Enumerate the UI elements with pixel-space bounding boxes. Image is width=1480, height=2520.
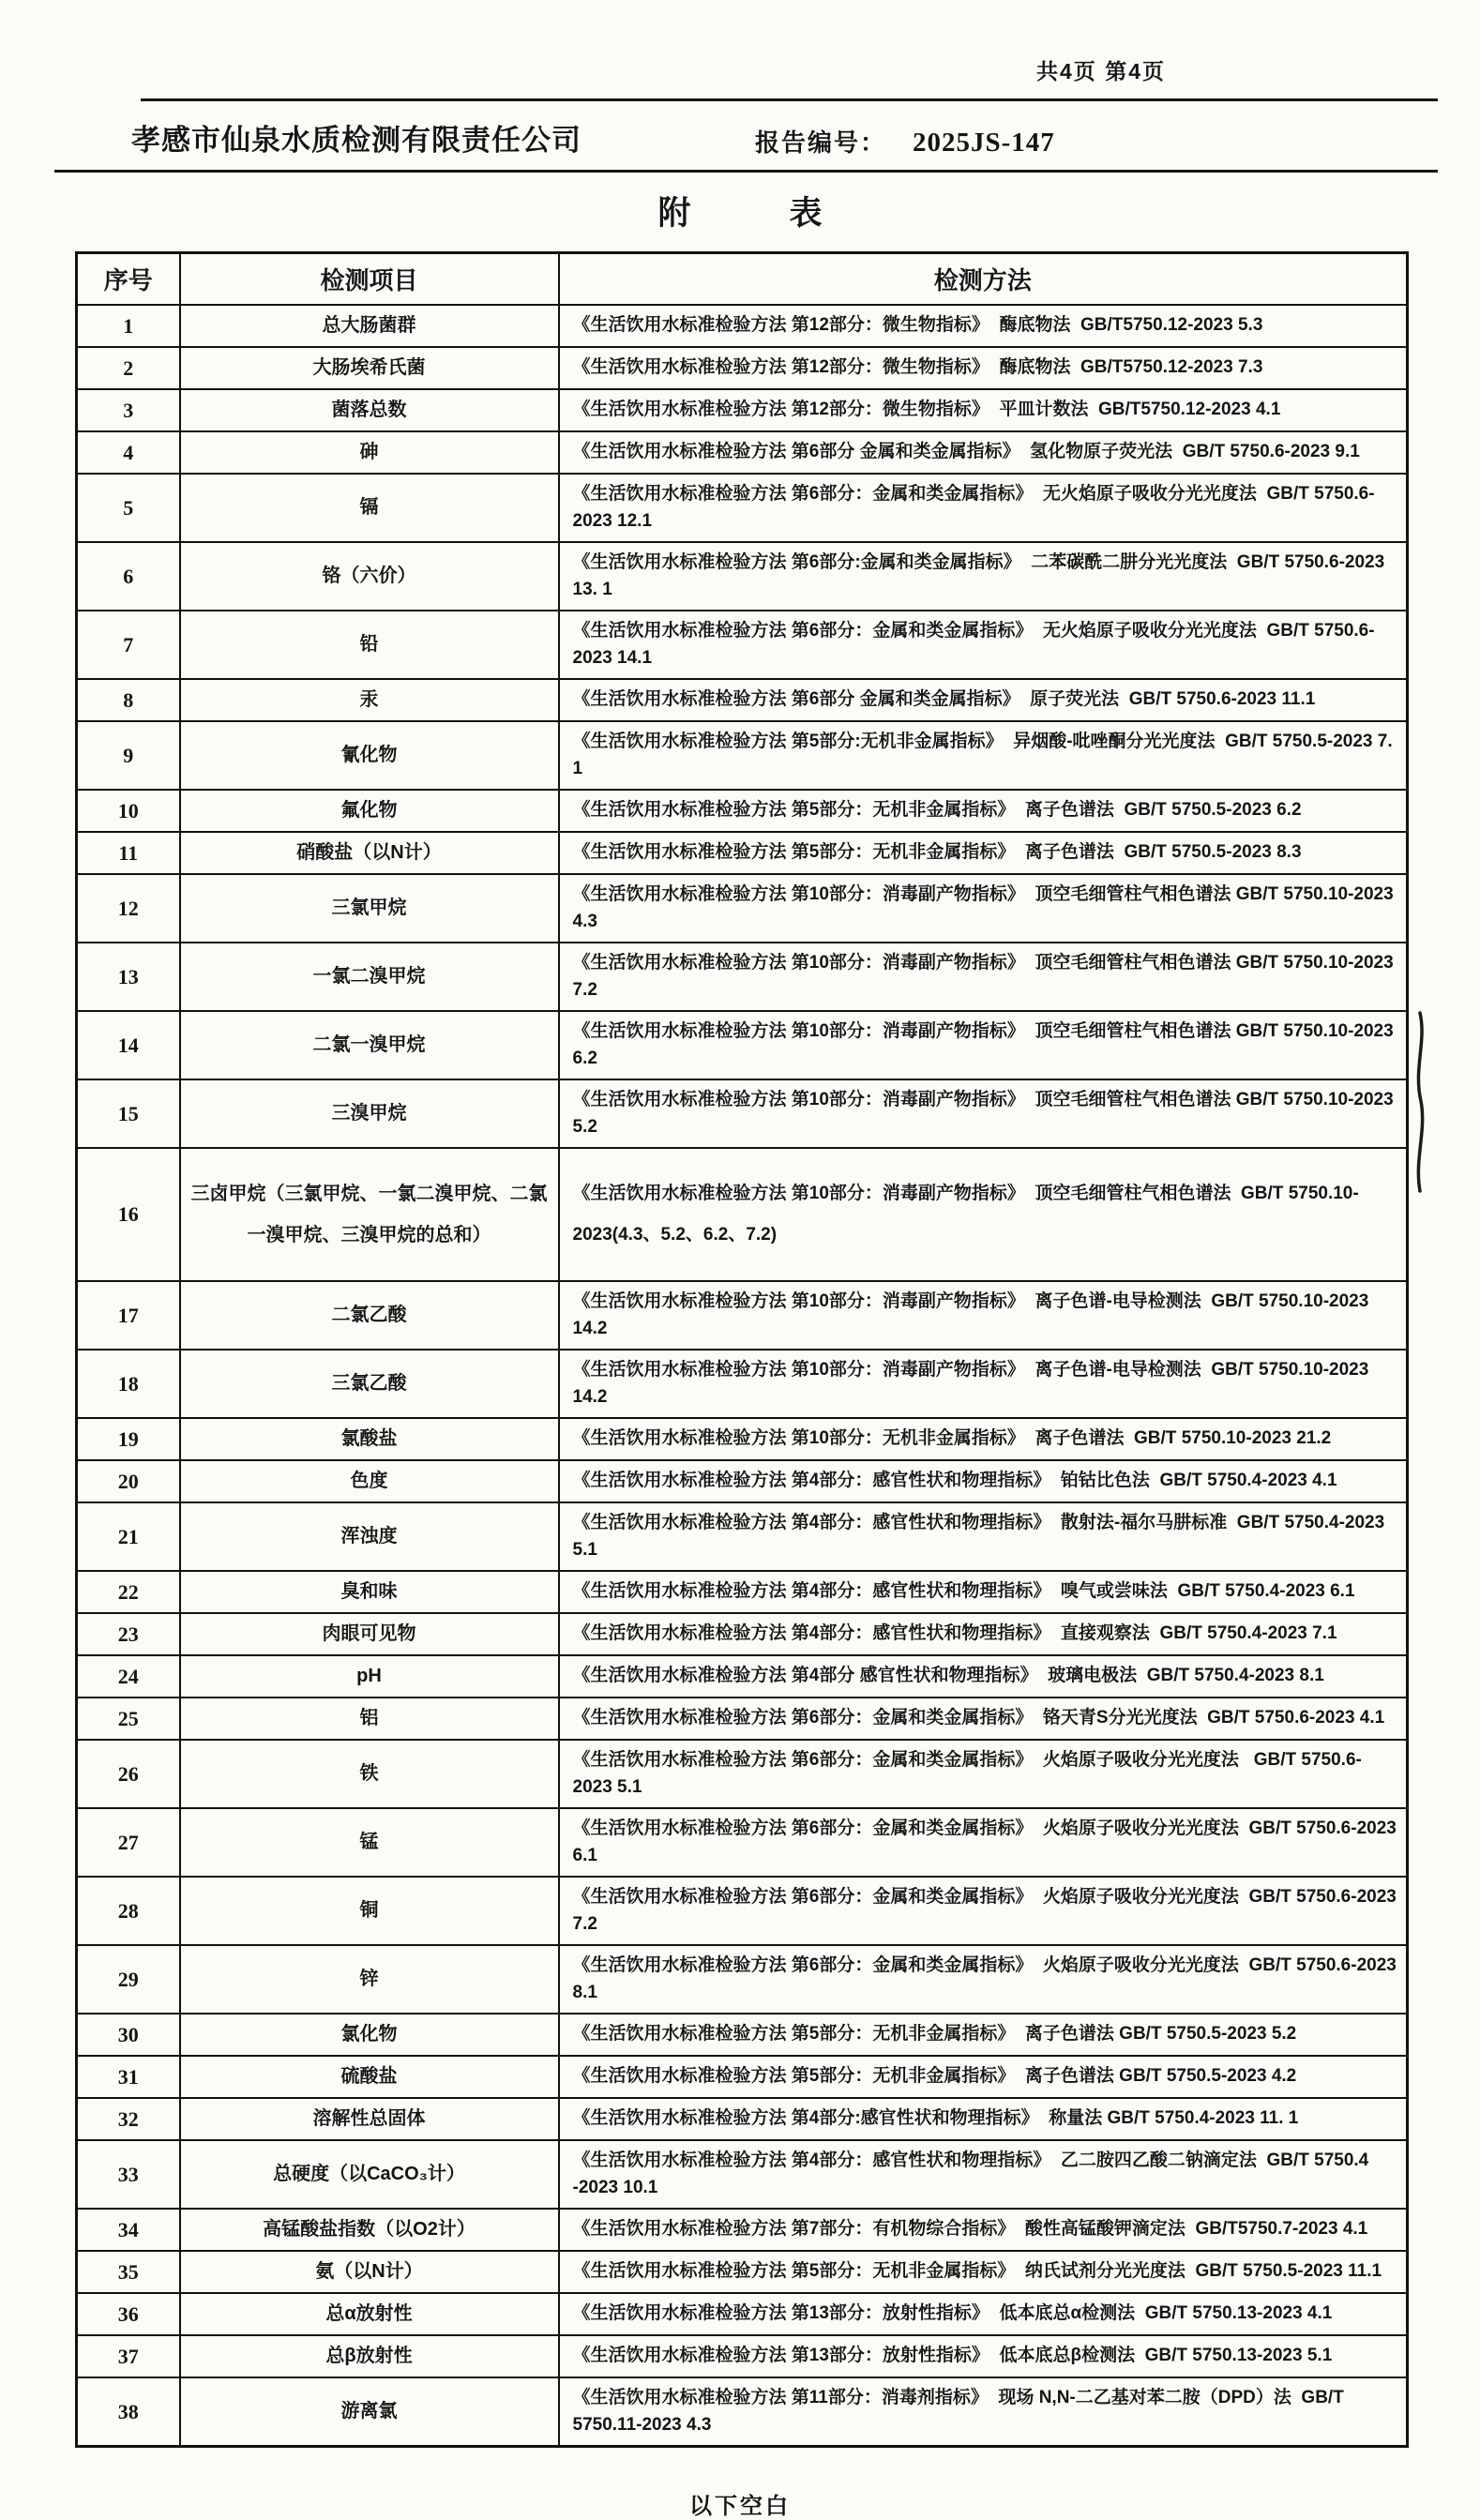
table-row <box>77 943 1408 1011</box>
test-method: 《生活饮用水标准检验方法 第6部分 金属和类金属指标》 氢化物原子荧光法 GB/T 5750.6-2023 9.1 <box>559 431 1408 474</box>
row-number: 10 <box>77 790 180 832</box>
test-method: 《生活饮用水标准检验方法 第5部分：无机非金属指标》 纳氏试剂分光光度法 GB/T 5750.5-2023 11.1 <box>559 2251 1408 2293</box>
test-item: 游离氯 <box>180 2377 559 2447</box>
test-method: 《生活饮用水标准检验方法 第10部分：消毒副产物指标》 离子色谱-电导检测法 GB/T 5750.10-2023 14.2 <box>559 1350 1408 1418</box>
row-number: 24 <box>77 1655 180 1698</box>
test-method: 《生活饮用水标准检验方法 第4部分：感官性状和物理指标》 铂钴比色法 GB/T 5750.4-2023 4.1 <box>559 1460 1408 1502</box>
table-row <box>77 1350 1408 1418</box>
test-method: 《生活饮用水标准检验方法 第6部分：金属和类金属指标》 无火焰原子吸收分光光度法 GB/T 5750.6-2023 12.1 <box>559 474 1408 542</box>
test-method: 《生活饮用水标准检验方法 第13部分：放射性指标》 低本底总α检测法 GB/T 5750.13-2023 4.1 <box>559 2293 1408 2335</box>
page-info: 共4页 第4页 <box>1036 59 1166 83</box>
test-method: 《生活饮用水标准检验方法 第12部分：微生物指标》 酶底物法 GB/T5750.12-2023 7.3 <box>559 347 1408 389</box>
test-item: 汞 <box>180 679 559 721</box>
test-item: 总大肠菌群 <box>180 305 559 347</box>
test-item: pH <box>180 1655 559 1698</box>
test-method: 《生活饮用水标准检验方法 第6部分 金属和类金属指标》 原子荧光法 GB/T 5750.6-2023 11.1 <box>559 679 1408 721</box>
test-item: 一氯二溴甲烷 <box>180 943 559 1011</box>
table-row <box>77 1281 1408 1350</box>
test-item: 二氯一溴甲烷 <box>180 1011 559 1079</box>
report-number-value: 2025JS-147 <box>913 128 1055 158</box>
row-number: 14 <box>77 1011 180 1079</box>
footer-note: 以下空白 <box>689 2494 791 2519</box>
row-number: 6 <box>77 542 180 611</box>
table-row <box>77 1613 1408 1655</box>
test-method: 《生活饮用水标准检验方法 第6部分：金属和类金属指标》 火焰原子吸收分光光度法 GB/T 5750.6-2023 8.1 <box>559 1945 1408 2014</box>
test-method: 《生活饮用水标准检验方法 第12部分：微生物指标》 酶底物法 GB/T5750.12-2023 5.3 <box>559 305 1408 347</box>
table-row <box>77 1698 1408 1740</box>
test-method: 《生活饮用水标准检验方法 第6部分：金属和类金属指标》 火焰原子吸收分光光度法 GB/T 5750.6-2023 6.1 <box>559 1808 1408 1877</box>
row-number: 26 <box>77 1740 180 1808</box>
row-number: 13 <box>77 943 180 1011</box>
row-number: 30 <box>77 2014 180 2056</box>
table-row <box>77 542 1408 611</box>
test-method: 《生活饮用水标准检验方法 第4部分：感官性状和物理指标》 散射法-福尔马肼标准 GB/T 5750.4-2023 5.1 <box>559 1502 1408 1571</box>
test-item: 硫酸盐 <box>180 2056 559 2098</box>
test-method: 《生活饮用水标准检验方法 第13部分：放射性指标》 低本底总β检测法 GB/T 5750.13-2023 5.1 <box>559 2335 1408 2377</box>
table-row <box>77 2140 1408 2209</box>
test-method: 《生活饮用水标准检验方法 第10部分：消毒副产物指标》 顶空毛细管柱气相色谱法 GB/T 5750.10-2023 4.3 <box>559 874 1408 943</box>
test-item: 总α放射性 <box>180 2293 559 2335</box>
test-method: 《生活饮用水标准检验方法 第5部分：无机非金属指标》 离子色谱法 GB/T 5750.5-2023 6.2 <box>559 790 1408 832</box>
table-row <box>77 2335 1408 2377</box>
row-number: 27 <box>77 1808 180 1877</box>
test-method: 《生活饮用水标准检验方法 第10部分：消毒副产物指标》 顶空毛细管柱气相色谱法 GB/T 5750.10-2023 5.2 <box>559 1079 1408 1148</box>
test-item: 浑浊度 <box>180 1502 559 1571</box>
row-number: 3 <box>77 389 180 431</box>
row-number: 18 <box>77 1350 180 1418</box>
row-number: 4 <box>77 431 180 474</box>
row-number: 1 <box>77 305 180 347</box>
row-number: 19 <box>77 1418 180 1460</box>
table-row <box>77 1808 1408 1877</box>
table-row <box>77 611 1408 679</box>
test-item: 锌 <box>180 1945 559 2014</box>
table-row <box>77 790 1408 832</box>
test-item: 高锰酸盐指数（以O2计） <box>180 2209 559 2251</box>
row-number: 38 <box>77 2377 180 2447</box>
test-method: 《生活饮用水标准检验方法 第12部分：微生物指标》 平皿计数法 GB/T5750.12-2023 4.1 <box>559 389 1408 431</box>
test-item: 砷 <box>180 431 559 474</box>
table-row <box>77 721 1408 790</box>
table-row <box>77 1460 1408 1502</box>
table-row <box>77 347 1408 389</box>
table-row <box>77 1148 1408 1281</box>
row-number: 2 <box>77 347 180 389</box>
table-row <box>77 1079 1408 1148</box>
test-method: 《生活饮用水标准检验方法 第10部分：无机非金属指标》 离子色谱法 GB/T 5750.10-2023 21.2 <box>559 1418 1408 1460</box>
table-row <box>77 2377 1408 2447</box>
test-item: 肉眼可见物 <box>180 1613 559 1655</box>
page-title: 附 表 <box>657 195 823 232</box>
test-item: 氰化物 <box>180 721 559 790</box>
row-number: 23 <box>77 1613 180 1655</box>
test-method: 《生活饮用水标准检验方法 第6部分：金属和类金属指标》 铬天青S分光光度法 GB/T 5750.6-2023 4.1 <box>559 1698 1408 1740</box>
table-row <box>77 1502 1408 1571</box>
test-item: 臭和味 <box>180 1571 559 1613</box>
row-number: 33 <box>77 2140 180 2209</box>
row-number: 28 <box>77 1877 180 1945</box>
test-item: 大肠埃希氏菌 <box>180 347 559 389</box>
test-item: 三氯甲烷 <box>180 874 559 943</box>
row-number: 11 <box>77 832 180 874</box>
test-method: 《生活饮用水标准检验方法 第6部分：金属和类金属指标》 火焰原子吸收分光光度法 GB/T 5750.6-2023 7.2 <box>559 1877 1408 1945</box>
test-method: 《生活饮用水标准检验方法 第10部分：消毒副产物指标》 离子色谱-电导检测法 GB/T 5750.10-2023 14.2 <box>559 1281 1408 1350</box>
test-item: 三氯乙酸 <box>180 1350 559 1418</box>
test-method: 《生活饮用水标准检验方法 第10部分：消毒副产物指标》 顶空毛细管柱气相色谱法 GB/T 5750.10-2023 7.2 <box>559 943 1408 1011</box>
test-method: 《生活饮用水标准检验方法 第10部分：消毒副产物指标》 顶空毛细管柱气相色谱法 GB/T 5750.10-2023(4.3、5.2、6.2、7.2) <box>559 1148 1408 1281</box>
col-header-method: 检测方法 <box>559 253 1408 306</box>
row-number: 29 <box>77 1945 180 2014</box>
col-header-item: 检测项目 <box>180 253 559 306</box>
table-row <box>77 679 1408 721</box>
table-row <box>77 2098 1408 2140</box>
test-method: 《生活饮用水标准检验方法 第5部分:无机非金属指标》 异烟酸-吡唑酮分光光度法 GB/T 5750.5-2023 7. 1 <box>559 721 1408 790</box>
test-item: 色度 <box>180 1460 559 1502</box>
test-item: 硝酸盐（以N计） <box>180 832 559 874</box>
row-number: 25 <box>77 1698 180 1740</box>
header-bottom-rule <box>54 170 1438 173</box>
test-method: 《生活饮用水标准检验方法 第7部分：有机物综合指标》 酸性高锰酸钾滴定法 GB/T5750.7-2023 4.1 <box>559 2209 1408 2251</box>
test-item: 氯酸盐 <box>180 1418 559 1460</box>
row-number: 21 <box>77 1502 180 1571</box>
row-number: 5 <box>77 474 180 542</box>
table-row <box>77 2056 1408 2098</box>
test-method: 《生活饮用水标准检验方法 第5部分：无机非金属指标》 离子色谱法 GB/T 5750.5-2023 4.2 <box>559 2056 1408 2098</box>
test-item: 二氯乙酸 <box>180 1281 559 1350</box>
methods-table <box>75 251 1409 2448</box>
test-item: 铜 <box>180 1877 559 1945</box>
test-item: 总β放射性 <box>180 2335 559 2377</box>
row-number: 12 <box>77 874 180 943</box>
scan-artifact-mark <box>1411 1011 1431 1194</box>
row-number: 16 <box>77 1148 180 1281</box>
test-method: 《生活饮用水标准检验方法 第4部分：感官性状和物理指标》 嗅气或尝味法 GB/T 5750.4-2023 6.1 <box>559 1571 1408 1613</box>
test-item: 溶解性总固体 <box>180 2098 559 2140</box>
table-row <box>77 474 1408 542</box>
report-number-label: 报告编号： <box>755 128 887 157</box>
test-item: 三溴甲烷 <box>180 1079 559 1148</box>
table-row <box>77 2293 1408 2335</box>
test-method: 《生活饮用水标准检验方法 第4部分：感官性状和物理指标》 乙二胺四乙酸二钠滴定法 GB/T 5750.4 -2023 10.1 <box>559 2140 1408 2209</box>
table-row <box>77 431 1408 474</box>
test-method: 《生活饮用水标准检验方法 第6部分:金属和类金属指标》 二苯碳酰二肼分光光度法 GB/T 5750.6-2023 13. 1 <box>559 542 1408 611</box>
test-method: 《生活饮用水标准检验方法 第4部分 感官性状和物理指标》 玻璃电极法 GB/T 5750.4-2023 8.1 <box>559 1655 1408 1698</box>
test-item: 总硬度（以CaCO₃计） <box>180 2140 559 2209</box>
table-row <box>77 2014 1408 2056</box>
table-row <box>77 2209 1408 2251</box>
table-row <box>77 2251 1408 2293</box>
test-item: 氯化物 <box>180 2014 559 2056</box>
test-method: 《生活饮用水标准检验方法 第11部分：消毒剂指标》 现场 N,N-二乙基对苯二胺（DPD）法 GB/T 5750.11-2023 4.3 <box>559 2377 1408 2447</box>
test-item: 锰 <box>180 1808 559 1877</box>
test-method: 《生活饮用水标准检验方法 第6部分：金属和类金属指标》 火焰原子吸收分光光度法 GB/T 5750.6-2023 5.1 <box>559 1740 1408 1808</box>
test-method: 《生活饮用水标准检验方法 第4部分：感官性状和物理指标》 直接观察法 GB/T 5750.4-2023 7.1 <box>559 1613 1408 1655</box>
test-method: 《生活饮用水标准检验方法 第4部分:感官性状和物理指标》 称量法 GB/T 5750.4-2023 11. 1 <box>559 2098 1408 2140</box>
row-number: 17 <box>77 1281 180 1350</box>
row-number: 35 <box>77 2251 180 2293</box>
test-item: 镉 <box>180 474 559 542</box>
test-item: 铁 <box>180 1740 559 1808</box>
row-number: 36 <box>77 2293 180 2335</box>
test-item: 氟化物 <box>180 790 559 832</box>
row-number: 7 <box>77 611 180 679</box>
report-number-group <box>755 124 1055 158</box>
test-item: 铬（六价） <box>180 542 559 611</box>
row-number: 34 <box>77 2209 180 2251</box>
test-item: 三卤甲烷（三氯甲烷、一氯二溴甲烷、二氯一溴甲烷、三溴甲烷的总和） <box>180 1148 559 1281</box>
row-number: 8 <box>77 679 180 721</box>
row-number: 22 <box>77 1571 180 1613</box>
table-row <box>77 1655 1408 1698</box>
test-item: 氨（以N计） <box>180 2251 559 2293</box>
test-item: 铅 <box>180 611 559 679</box>
row-number: 15 <box>77 1079 180 1148</box>
test-method: 《生活饮用水标准检验方法 第6部分：金属和类金属指标》 无火焰原子吸收分光光度法 GB/T 5750.6-2023 14.1 <box>559 611 1408 679</box>
table-row <box>77 1945 1408 2014</box>
company-name: 孝感市仙泉水质检测有限责任公司 <box>131 124 581 157</box>
row-number: 9 <box>77 721 180 790</box>
test-item: 铝 <box>180 1698 559 1740</box>
table-row <box>77 832 1408 874</box>
row-number: 20 <box>77 1460 180 1502</box>
table-row <box>77 1418 1408 1460</box>
test-method: 《生活饮用水标准检验方法 第10部分：消毒副产物指标》 顶空毛细管柱气相色谱法 GB/T 5750.10-2023 6.2 <box>559 1011 1408 1079</box>
table-row <box>77 1877 1408 1945</box>
col-header-no: 序号 <box>77 253 180 306</box>
test-item: 菌落总数 <box>180 389 559 431</box>
table-row <box>77 305 1408 347</box>
row-number: 32 <box>77 2098 180 2140</box>
test-method: 《生活饮用水标准检验方法 第5部分：无机非金属指标》 离子色谱法 GB/T 5750.5-2023 8.3 <box>559 832 1408 874</box>
test-method: 《生活饮用水标准检验方法 第5部分：无机非金属指标》 离子色谱法 GB/T 5750.5-2023 5.2 <box>559 2014 1408 2056</box>
table-row <box>77 1571 1408 1613</box>
report-header <box>0 101 1480 158</box>
table-row <box>77 389 1408 431</box>
table-row <box>77 1740 1408 1808</box>
row-number: 31 <box>77 2056 180 2098</box>
table-header-row <box>77 253 1408 306</box>
table-row <box>77 874 1408 943</box>
table-row <box>77 1011 1408 1079</box>
row-number: 37 <box>77 2335 180 2377</box>
